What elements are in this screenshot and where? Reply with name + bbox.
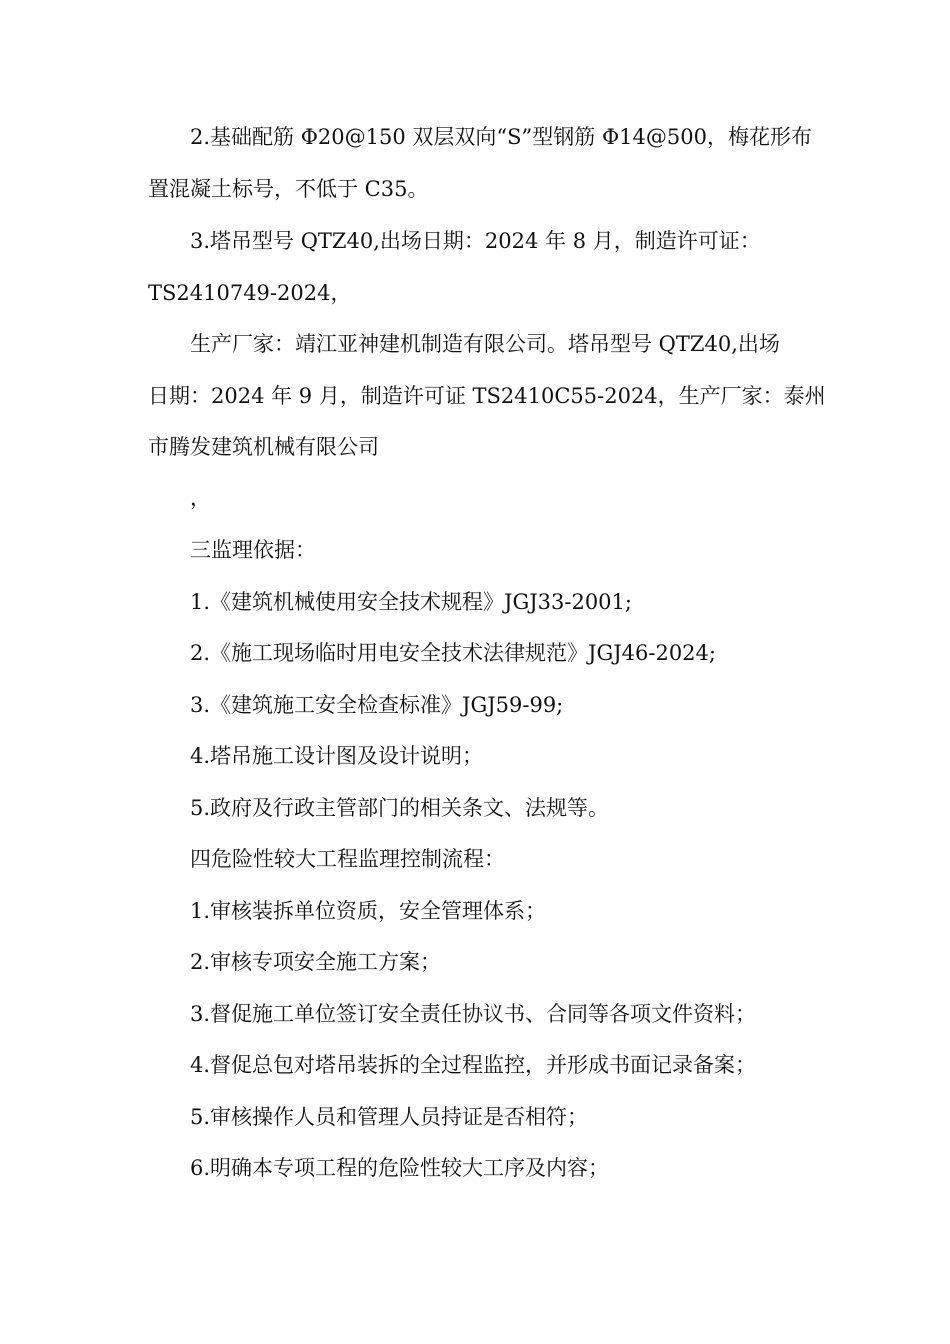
basis-item-2: 2.《施工现场临时用电安全技术法律规范》JGJ46-2024; [190, 641, 716, 665]
paragraph-2-line-2: TS2410749-2024， [148, 281, 352, 305]
process-item-2: 2.审核专项安全施工方案； [190, 950, 442, 974]
paragraph-1-line-2: 置混凝土标号，不低于 C35。 [148, 177, 429, 201]
paragraph-2-line-1: 3.塔吊型号 QTZ40,出场日期：2024 年 8 月，制造许可证： [190, 229, 761, 253]
section-3-heading: 三监理依据： [190, 538, 316, 562]
paragraph-3-line-2: 日期：2024 年 9 月，制造许可证 TS2410C55-2024，生产厂家：泰州 [148, 384, 826, 408]
basis-item-3: 3.《建筑施工安全检查标准》JGJ59-99; [190, 693, 564, 717]
process-item-6: 6.明确本专项工程的危险性较大工序及内容； [190, 1156, 610, 1180]
process-item-3: 3.督促施工单位签订安全责任协议书、合同等各项文件资料； [190, 1002, 757, 1026]
paragraph-1-line-1: 2.基础配筋 Φ20@150 双层双向“S”型钢筋 Φ14@500，梅花形布 [190, 125, 812, 149]
basis-item-5: 5.政府及行政主管部门的相关条文、法规等。 [190, 796, 610, 820]
paragraph-3-line-1: 生产厂家：靖江亚神建机制造有限公司。塔吊型号 QTZ40,出场 [190, 332, 780, 356]
paragraph-3-line-3: 市腾发建筑机械有限公司 [148, 435, 379, 459]
stray-comma: ， [190, 486, 211, 510]
process-item-1: 1.审核装拆单位资质，安全管理体系； [190, 899, 547, 923]
basis-item-1: 1.《建筑机械使用安全技术规程》JGJ33-2001; [190, 590, 632, 614]
section-4-heading: 四危险性较大工程监理控制流程： [190, 847, 505, 871]
process-item-5: 5.审核操作人员和管理人员持证是否相符； [190, 1105, 589, 1129]
process-item-4: 4.督促总包对塔吊装拆的全过程监控，并形成书面记录备案； [190, 1053, 757, 1077]
basis-item-4: 4.塔吊施工设计图及设计说明； [190, 744, 484, 768]
